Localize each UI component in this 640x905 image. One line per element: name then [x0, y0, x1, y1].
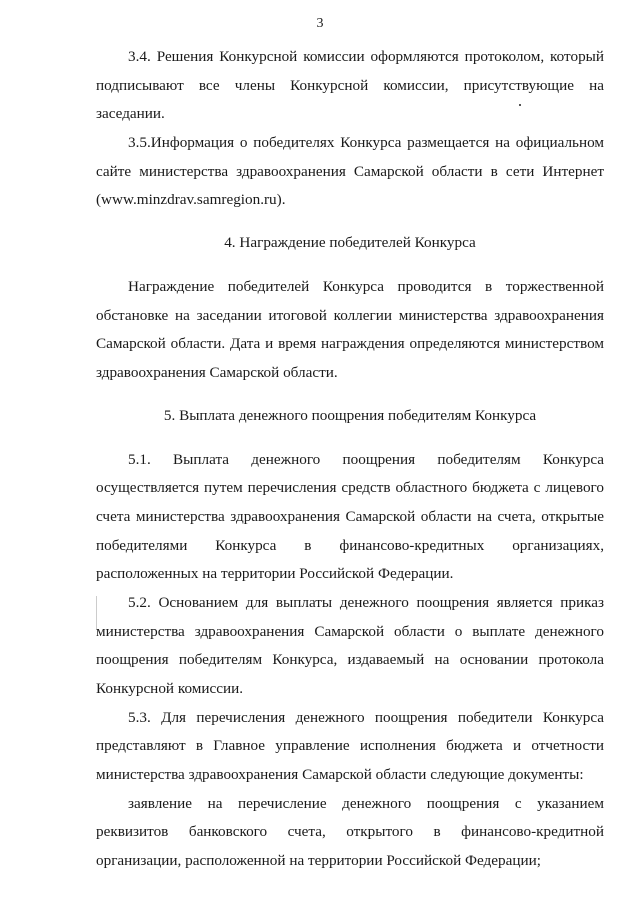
paragraph-5-3-line: представляют в Главное управление исполнения бюджета и отчетности	[96, 737, 604, 754]
paragraph-5-2-line: Конкурсной комиссии.	[96, 680, 244, 697]
paragraph-4-line: Самарской области. Дата и время награждения определяются министерством	[96, 335, 604, 352]
paragraph-5-3-line: министерства здравоохранения Самарской области следующие документы:	[96, 766, 584, 783]
paragraph-3-4-line: заседании.	[96, 105, 165, 122]
paragraph-5-2-line: 5.2. Основанием для выплаты денежного поощрения является приказ	[128, 594, 604, 611]
paragraph-3-4-line: 3.4. Решения Конкурсной комиссии оформляются протоколом, который	[128, 48, 604, 65]
paragraph-3-5-line: 3.5.Информация о победителях Конкурса размещается на официальном	[128, 134, 604, 151]
paragraph-3-5-line: (www.minzdrav.samregion.ru).	[96, 191, 286, 208]
paragraph-5-3-line: 5.3. Для перечисления денежного поощрения победители Конкурса	[128, 709, 604, 726]
paragraph-4-line: обстановке на заседании итоговой коллегии министерства здравоохранения	[96, 307, 604, 324]
paragraph-5-1-line: 5.1. Выплата денежного поощрения победителям Конкурса	[128, 451, 604, 468]
section-heading-4: 4. Награждение победителей Конкурса	[224, 234, 476, 251]
list-item-line: организации, расположенной на территории Российской Федерации;	[96, 852, 541, 869]
page-number: 3	[316, 16, 324, 31]
paragraph-3-4-line: подписывают все члены Конкурсной комиссии, присутствующие на	[96, 77, 604, 94]
paragraph-4-line: Награждение победителей Конкурса проводится в торжественной	[128, 278, 604, 295]
paragraph-5-2-line: министерства здравоохранения Самарской области о выплате денежного	[96, 623, 604, 640]
paragraph-4-line: здравоохранения Самарской области.	[96, 364, 338, 381]
list-item-line: реквизитов банковского счета, открытого в финансово-кредитной	[96, 823, 604, 840]
list-item-line: заявление на перечисление денежного поощрения с указанием	[128, 795, 604, 812]
paragraph-5-1-line: расположенных на территории Российской Федерации.	[96, 565, 454, 582]
paragraph-5-1-line: счета министерства здравоохранения Самарской области на счета, открытые	[96, 508, 604, 525]
paragraph-5-1-line: победителями Конкурса в финансово-кредитных организациях,	[96, 537, 604, 554]
paragraph-5-2-line: поощрения победителям Конкурса, издаваемый на основании протокола	[96, 651, 604, 668]
paragraph-5-1-line: осуществляется путем перечисления средств областного бюджета с лицевого	[96, 479, 604, 496]
section-heading-5: 5. Выплата денежного поощрения победителям Конкурса	[163, 407, 537, 424]
paragraph-3-5-line: сайте министерства здравоохранения Самарской области в сети Интернет	[96, 163, 604, 180]
